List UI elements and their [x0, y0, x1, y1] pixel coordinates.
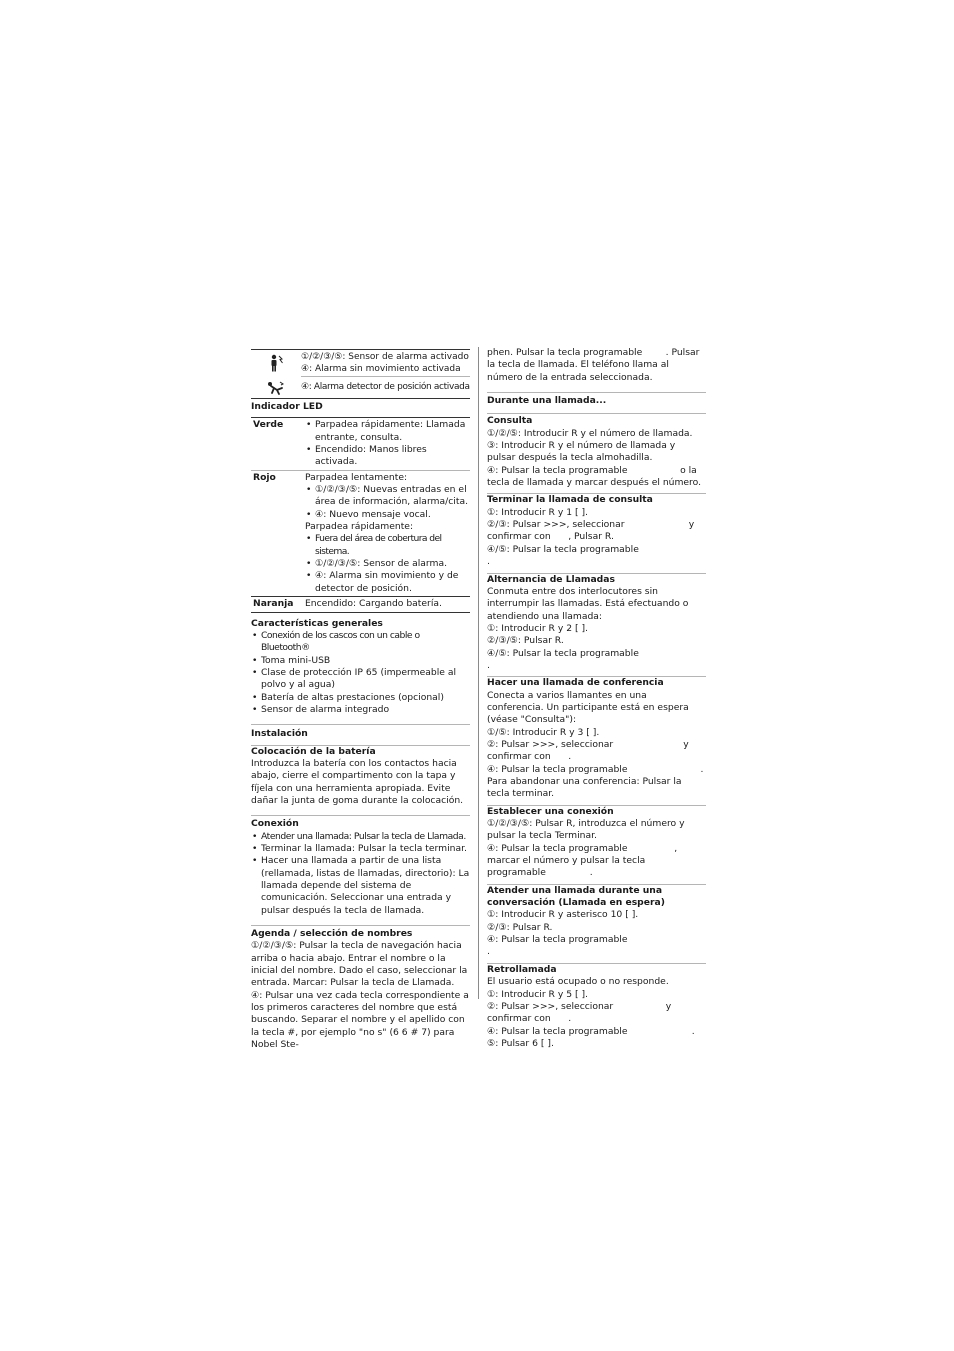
retrollamada-line: ②: Pulsar >>>, seleccionar y confirmar con . — [487, 1000, 675, 1025]
agenda-heading: Agenda / selección de nombres — [251, 928, 413, 940]
agenda-p1: ①/②/③/⑤: Pulsar la tecla de navegación hacia arriba o hacia abajo. Entrar el nombre o la inicial del nombre. Dado el caso, seleccionar la entrada. Marcar: Pulsar la tecla de Llamada. — [251, 940, 468, 989]
retrollamada-line: ④: Pulsar la tecla programable . — [487, 1025, 695, 1037]
terminar-line: ①: Introducir R y 1 [ ]. — [487, 506, 588, 518]
alarm-row1-line2: ④: Alarma sin movimiento activada — [301, 364, 461, 375]
alarm-row1-line1: ①/②/③/⑤: Sensor de alarma activado — [301, 352, 469, 362]
retrollamada-line: ⑤: Pulsar 6 [ ]. — [487, 1037, 554, 1049]
led-rojo-slow: Parpadea lentamente: — [305, 471, 408, 483]
led-heading: Indicador LED — [251, 401, 323, 412]
alternancia-line: ④/⑤: Pulsar la tecla programable . — [487, 647, 707, 671]
conferencia-heading: Hacer una llamada de conferencia — [487, 677, 664, 689]
conexion-heading: Conexión — [251, 818, 299, 830]
led-rojo-slow-item: • ①/②/③/⑤: Nuevas entradas en el área de información, alarma/cita. — [305, 484, 470, 509]
caracteristicas-item: • Conexión de los cascos con un cable o Bluetooth® — [251, 630, 470, 655]
consulta-heading: Consulta — [487, 415, 533, 427]
led-verde-item: • Parpadea rápidamente: Llamada entrante, consulta. — [305, 419, 470, 444]
conferencia-line: Para abandonar una conferencia: Pulsar la tecla terminar. — [487, 776, 682, 800]
led-rojo-fast: Parpadea rápidamente: — [305, 521, 414, 533]
alternancia-heading: Alternancia de Llamadas — [487, 573, 615, 585]
consulta-line: ④: Pulsar la tecla programable o la tecla de llamada y marcar después el número. — [487, 464, 702, 489]
led-rojo-label: Rojo — [253, 471, 276, 483]
agenda-p3: phen. Pulsar la tecla programable . Pulsar la tecla de llamada. El teléfono llama al número de la entrada seleccionada. — [487, 347, 703, 383]
led-naranja-label: Naranja — [253, 598, 294, 610]
caracteristicas-item: • Clase de protección IP 65 (impermeable al polvo y al agua) — [251, 667, 470, 692]
caracteristicas-item: • Batería de altas prestaciones (opcional) — [251, 692, 470, 704]
establecer-line: ④: Pulsar la tecla programable , marcar el número y pulsar la tecla programable . — [487, 842, 681, 879]
conferencia-line: ②: Pulsar >>>, seleccionar y confirmar con . — [487, 738, 692, 763]
falling-person-icon — [251, 377, 301, 398]
retrollamada-line: ①: Introducir R y 5 [ ]. — [487, 988, 588, 1000]
led-rojo-fast-item: • ④: Alarma sin movimiento y de detector de posición. — [305, 570, 470, 595]
alarm-row2: ④: Alarma detector de posición activada — [301, 382, 470, 392]
alternancia-line: ②/③/⑤: Pulsar R. — [487, 635, 564, 647]
bateria-text: Introduzca la batería con los contactos hacia abajo, cierre el compartimento con la tapa y fíjela con una herramienta apropiada. Evite dañar la junta de goma durante la colocación. — [251, 757, 464, 806]
alarm-table — [251, 349, 470, 399]
durante-heading: Durante una llamada... — [487, 395, 607, 407]
terminar-line: ②/③: Pulsar >>>, seleccionar y confirmar con , Pulsar R. — [487, 519, 698, 543]
led-table — [251, 418, 470, 612]
alternancia-text: Conmuta entre dos interlocutores sin interrumpir las llamadas. Está efectuando o atendiendo una llamada: — [487, 585, 689, 622]
consulta-line: ①/②/⑤: Introducir R y el número de llamada. — [487, 427, 693, 439]
terminar-line: ④/⑤: Pulsar la tecla programable . — [487, 543, 707, 568]
led-verde-item: • Encendido: Manos libres activada. — [305, 444, 470, 469]
establecer-heading: Establecer una conexión — [487, 805, 614, 817]
caracteristicas-item: • Toma mini-USB — [251, 655, 470, 667]
conferencia-line: ④: Pulsar la tecla programable . — [487, 763, 704, 775]
left-column — [251, 349, 470, 1052]
instalacion-heading: Instalación — [251, 728, 308, 740]
conferencia-line: ①/⑤: Introducir R y 3 [ ]. — [487, 726, 600, 738]
caracteristicas-heading: Características generales — [251, 617, 383, 629]
led-verde-label: Verde — [253, 419, 284, 431]
conexion-item: • Atender una llamada: Pulsar la tecla de Llamada. — [251, 831, 470, 843]
alternancia-line: ①: Introducir R y 2 [ ]. — [487, 622, 588, 634]
caracteristicas-item: • Sensor de alarma integrado — [251, 704, 470, 716]
led-rojo-fast-item: • Fuera del área de cobertura del sistema. — [305, 533, 470, 558]
right-column — [487, 347, 719, 1050]
column-divider — [478, 347, 479, 999]
person-alarm-icon — [251, 350, 301, 376]
bateria-heading: Colocación de la batería — [251, 745, 376, 757]
espera-heading: Atender una llamada durante una conversación (Llamada en espera) — [487, 884, 665, 909]
retrollamada-text: El usuario está ocupado o no responde. — [487, 976, 669, 988]
retrollamada-heading: Retrollamada — [487, 963, 557, 975]
led-naranja-desc: Encendido: Cargando batería. — [305, 598, 442, 610]
espera-line: ②/③: Pulsar R. — [487, 921, 553, 933]
conexion-item: • Hacer una llamada a partir de una lista (rellamada, listas de llamadas, directorio): La llamada depende del sistema de comunicación. Seleccionar una entrada y pulsar después la tecla de llamada. — [251, 855, 470, 917]
agenda-p2: ④: Pulsar una vez cada tecla correspondiente a los primeros caracteres del nombre que está buscando. Separar el nombre y el apellido con la tecla #, por ejemplo "no s" (6 6 # 7) para Nobel Ste- — [251, 989, 469, 1051]
terminar-heading: Terminar la llamada de consulta — [487, 494, 653, 506]
espera-line: ④: Pulsar la tecla programable . — [487, 934, 719, 958]
establecer-line: ①/②/③/⑤: Pulsar R, introduzca el número y pulsar la tecla Terminar. — [487, 818, 685, 842]
consulta-line: ③: Introducir R y el número de llamada y pulsar después la tecla almohadilla. — [487, 440, 676, 464]
led-rojo-slow-item: • ④: Nuevo mensaje vocal. — [305, 509, 470, 521]
led-rojo-fast-item: • ①/②/③/⑤: Sensor de alarma. — [305, 558, 470, 570]
conexion-item: • Terminar la llamada: Pulsar la tecla terminar. — [251, 843, 470, 855]
espera-line: ①: Introducir R y asterisco 10 [ ]. — [487, 909, 639, 921]
conferencia-text: Conecta a varios llamantes en una conferencia. Un participante está en espera (véase "Consulta"): — [487, 689, 689, 726]
